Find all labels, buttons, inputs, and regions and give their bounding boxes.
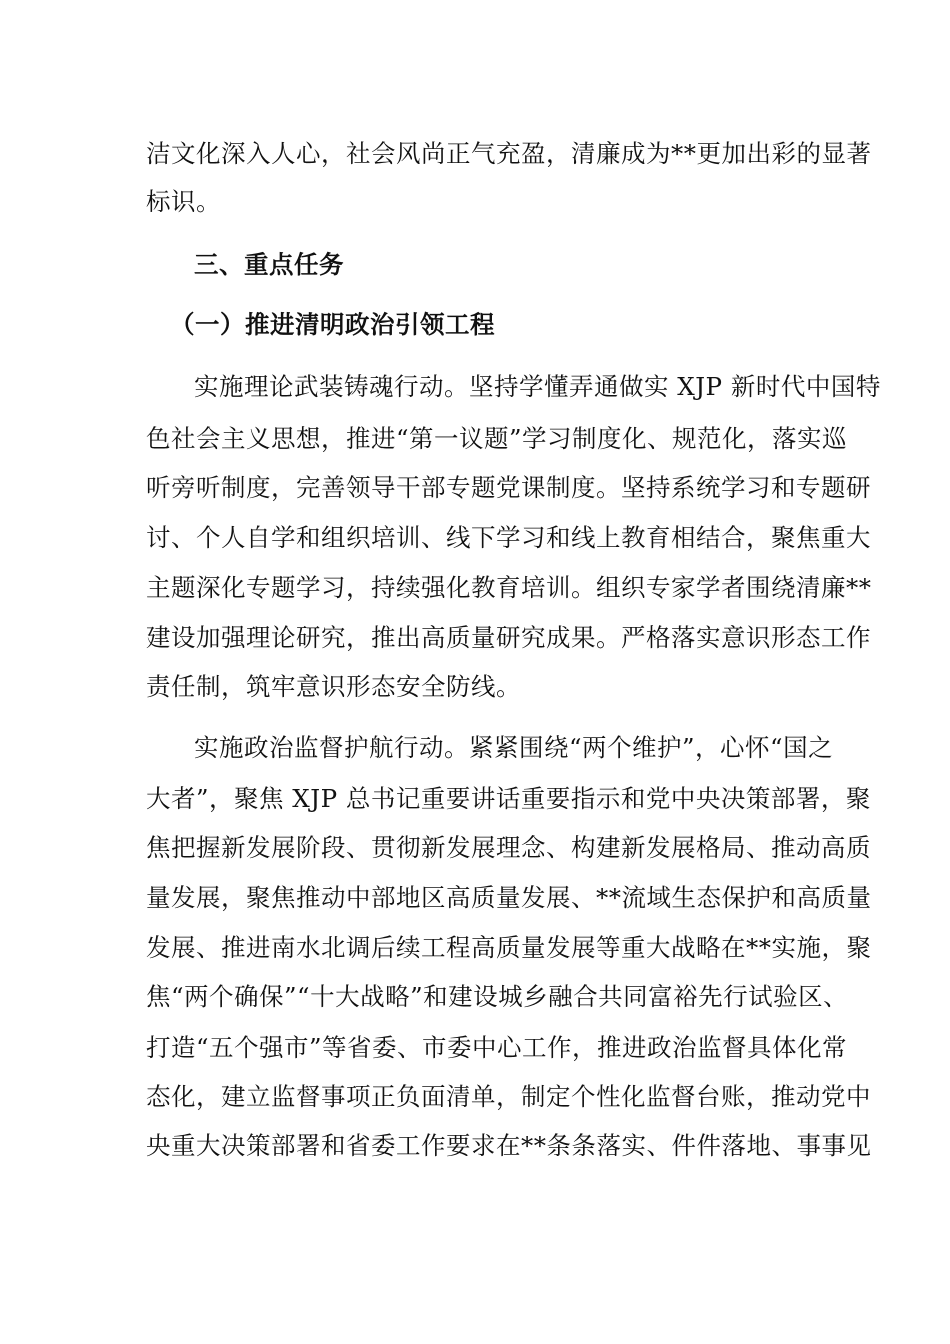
paragraph1-line-7: 责任制，筑牢意识形态安全防线。 xyxy=(146,672,521,701)
paragraph2-line-9: 央重大决策部署和省委工作要求在**条条落实、件件落地、事事见 xyxy=(146,1131,872,1160)
section-heading: 三、重点任务 xyxy=(194,250,344,279)
paragraph2-line-3: 焦把握新发展阶段、贯彻新发展理念、构建新发展格局、推动高质 xyxy=(146,833,871,862)
paragraph2-line-2: 大者”，聚焦 XJP 总书记重要讲话重要指示和党中央决策部署，聚 xyxy=(146,784,871,813)
paragraph2-line-8: 态化，建立监督事项正负面清单，制定个性化监督台账，推动党中 xyxy=(146,1082,871,1111)
paragraph1-line-5: 主题深化专题学习，持续强化教育培训。组织专家学者围绕清廉** xyxy=(146,573,872,602)
paragraph2-line-4: 量发展，聚焦推动中部地区高质量发展、**流域生态保护和高质量 xyxy=(146,883,872,912)
paragraph1-line-2: 色社会主义思想，推进“第一议题”学习制度化、规范化，落实巡 xyxy=(146,424,848,453)
continuation-line-1: 洁文化深入人心，社会风尚正气充盈，清廉成为**更加出彩的显著 xyxy=(146,139,872,168)
paragraph1-line-1: 实施理论武装铸魂行动。坚持学懂弄通做实 XJP 新时代中国特 xyxy=(194,372,881,401)
paragraph2-line-7: 打造“五个强市”等省委、市委中心工作，推进政治监督具体化常 xyxy=(146,1033,848,1062)
paragraph2-line-5: 发展、推进南水北调后续工程高质量发展等重大战略在**实施，聚 xyxy=(146,933,872,962)
paragraph1-line-4: 讨、个人自学和组织培训、线下学习和线上教育相结合，聚焦重大 xyxy=(146,523,871,552)
paragraph1-line-3: 听旁听制度，完善领导干部专题党课制度。坚持系统学习和专题研 xyxy=(146,473,871,502)
paragraph2-line-1: 实施政治监督护航行动。紧紧围绕“两个维护”，心怀“国之 xyxy=(194,733,834,762)
paragraph1-line-6: 建设加强理论研究，推出高质量研究成果。严格落实意识形态工作 xyxy=(146,623,871,652)
continuation-line-2: 标识。 xyxy=(146,187,221,216)
paragraph2-line-6: 焦“两个确保”“十大战略”和建设城乡融合共同富裕先行试验区、 xyxy=(146,982,849,1011)
subsection-heading: （一）推进清明政治引领工程 xyxy=(170,310,495,339)
